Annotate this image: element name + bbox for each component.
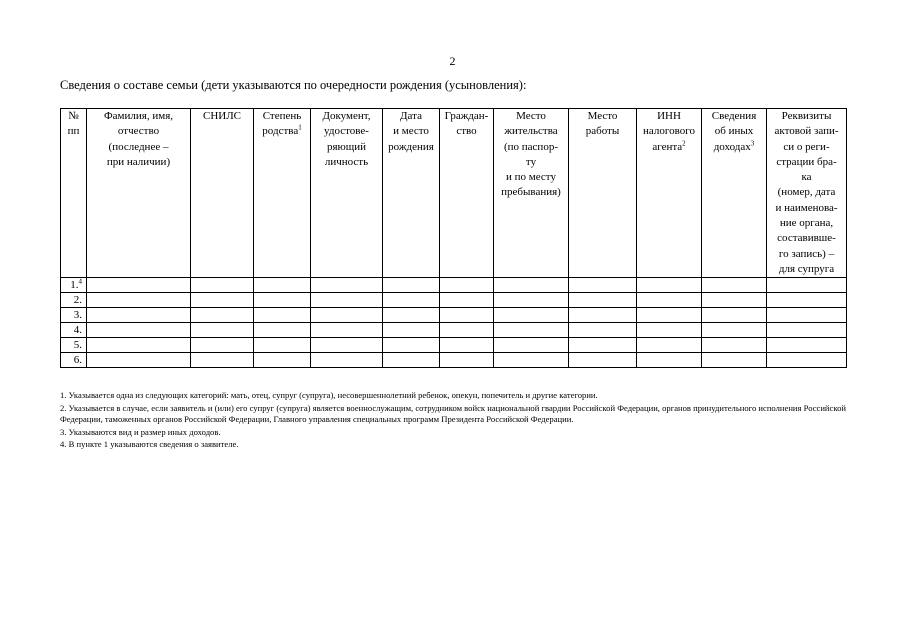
table-cell-empty[interactable] [569,323,637,338]
footnote-marker: 4 [78,277,82,286]
row-number-label: 4. [73,324,82,337]
table-cell-empty[interactable] [637,278,702,293]
table-cell-empty[interactable] [767,338,847,353]
table-cell-empty[interactable] [254,293,311,308]
table-cell-empty[interactable] [569,293,637,308]
column-header-label: Сведения об иных доходах [711,110,757,153]
table-cell-empty[interactable] [569,353,637,368]
row-number [61,353,87,368]
table-cell-empty[interactable] [191,338,254,353]
table-cell-empty[interactable] [311,353,383,368]
column-header [494,109,569,278]
table-cell-empty[interactable] [494,278,569,293]
table-cell-empty[interactable] [569,308,637,323]
table-cell-empty[interactable] [311,323,383,338]
table-header-row [61,109,847,278]
column-header [383,109,440,278]
column-header [87,109,191,278]
table-cell-empty[interactable] [191,278,254,293]
column-header [254,109,311,278]
table-cell-empty[interactable] [767,293,847,308]
footnote-marker: 2 [682,138,686,147]
row-number-label: 6. [73,354,82,367]
row-number-label: 5. [73,339,82,352]
column-header [311,109,383,278]
table-cell-empty[interactable] [191,353,254,368]
table-cell-empty[interactable] [191,308,254,323]
table-cell-empty[interactable] [637,308,702,323]
table-cell-empty[interactable] [254,323,311,338]
column-header [191,109,254,278]
table-cell-empty[interactable] [87,278,191,293]
table-row [61,323,847,338]
table-cell-empty[interactable] [311,278,383,293]
table-cell-empty[interactable] [254,353,311,368]
row-number-label: 3. [73,309,82,322]
table-cell-empty[interactable] [569,338,637,353]
row-number-label: 1. [70,279,79,292]
table-cell-empty[interactable] [191,323,254,338]
table-row [61,293,847,308]
table-cell-empty[interactable] [702,293,767,308]
table-cell-empty[interactable] [440,293,494,308]
column-header [767,109,847,278]
table-cell-empty[interactable] [702,278,767,293]
table-cell-empty[interactable] [702,323,767,338]
table-cell-empty[interactable] [440,338,494,353]
table-cell-empty[interactable] [767,323,847,338]
row-number [61,338,87,353]
table-cell-empty[interactable] [383,323,440,338]
column-header-label: Дата и место рождения [388,110,434,153]
table-cell-empty[interactable] [87,293,191,308]
table-cell-empty[interactable] [87,338,191,353]
table-cell-empty[interactable] [383,353,440,368]
row-number [61,293,87,308]
table-cell-empty[interactable] [494,338,569,353]
table-cell-empty[interactable] [87,323,191,338]
table-cell-empty[interactable] [569,278,637,293]
footnote-text: 4. В пункте 1 указываются сведения о заявителе. [60,439,239,450]
table-cell-empty[interactable] [311,308,383,323]
column-header [61,109,87,278]
table-cell-empty[interactable] [254,338,311,353]
table-cell-empty[interactable] [494,293,569,308]
footnote-text: 3. Указываются вид и размер иных доходов. [60,426,221,437]
column-header-label: Документ, удостове- ряющий личность [322,110,371,168]
column-header-label: Реквизиты актовой запи- си о реги- страции бра- ка (номер, дата и наименова- ние органа, составивше- го запись) – для супруга [774,110,839,275]
table-cell-empty[interactable] [254,278,311,293]
footnote-text: 2. Указывается в случае, если заявитель и (или) его супруг (супруга) является военнослужащим, сотрудником войск национальной гвардии Российской Федерации, органов принудительного исполнения Российской Федерации, таможенных органов Российской Федерации, Главного управления специальных программ Президента Российской Федерации. [60,402,846,425]
table-cell-empty[interactable] [87,308,191,323]
table-cell-empty[interactable] [702,308,767,323]
table-cell-empty[interactable] [637,353,702,368]
table-cell-empty[interactable] [383,338,440,353]
footnotes [60,390,846,452]
table-cell-empty[interactable] [440,323,494,338]
page-number: 2 [449,54,456,68]
column-header-label: № пп [67,110,80,138]
table-cell-empty[interactable] [383,293,440,308]
table-cell-empty[interactable] [494,353,569,368]
family-composition-table [60,108,847,368]
row-number [61,308,87,323]
column-header [440,109,494,278]
table-cell-empty[interactable] [637,338,702,353]
table-cell-empty[interactable] [637,293,702,308]
table-cell-empty[interactable] [767,308,847,323]
column-header-label: Место жительства (по паспор- ту и по месту пребывания) [501,110,561,199]
table-row [61,308,847,323]
table-cell-empty[interactable] [702,338,767,353]
row-number [61,278,87,293]
row-number [61,323,87,338]
column-header-label: Место работы [585,110,620,138]
table-cell-empty[interactable] [311,293,383,308]
footnote-text: 1. Указывается одна из следующих категорий: мать, отец, супруг (супруга), несовершеннолетний ребенок, опекун, попечитель и другие категории. [60,390,598,400]
table-cell-empty[interactable] [440,353,494,368]
table-cell-empty[interactable] [383,308,440,323]
table-row [61,353,847,368]
column-header-label: СНИЛС [202,110,242,122]
section-heading: Сведения о составе семьи (дети указываются по очередности рождения (усыновления): [60,78,527,92]
table-cell-empty[interactable] [440,278,494,293]
table-row [61,338,847,353]
table-cell-empty[interactable] [87,353,191,368]
row-number-label: 2. [73,294,82,307]
column-header-label: Степень родства [262,110,302,138]
column-header-label: Граждан- ство [444,110,489,138]
table-cell-empty[interactable] [383,278,440,293]
table-cell-empty[interactable] [637,323,702,338]
column-header-label: Фамилия, имя, отчество (последнее – при наличии) [103,110,173,168]
footnote-marker: 1 [298,123,302,132]
footnote-marker: 3 [750,138,755,147]
table-cell-empty[interactable] [311,338,383,353]
column-header-label: ИНН налогового агента [643,110,695,153]
table-cell-empty[interactable] [191,293,254,308]
table-cell-empty[interactable] [494,323,569,338]
table-cell-empty[interactable] [702,353,767,368]
column-header [569,109,637,278]
table-cell-empty[interactable] [767,353,847,368]
column-header [702,109,767,278]
column-header [637,109,702,278]
table-row [61,278,847,293]
table-cell-empty[interactable] [494,308,569,323]
table-cell-empty[interactable] [254,308,311,323]
table-cell-empty[interactable] [440,308,494,323]
table-cell-empty[interactable] [767,278,847,293]
